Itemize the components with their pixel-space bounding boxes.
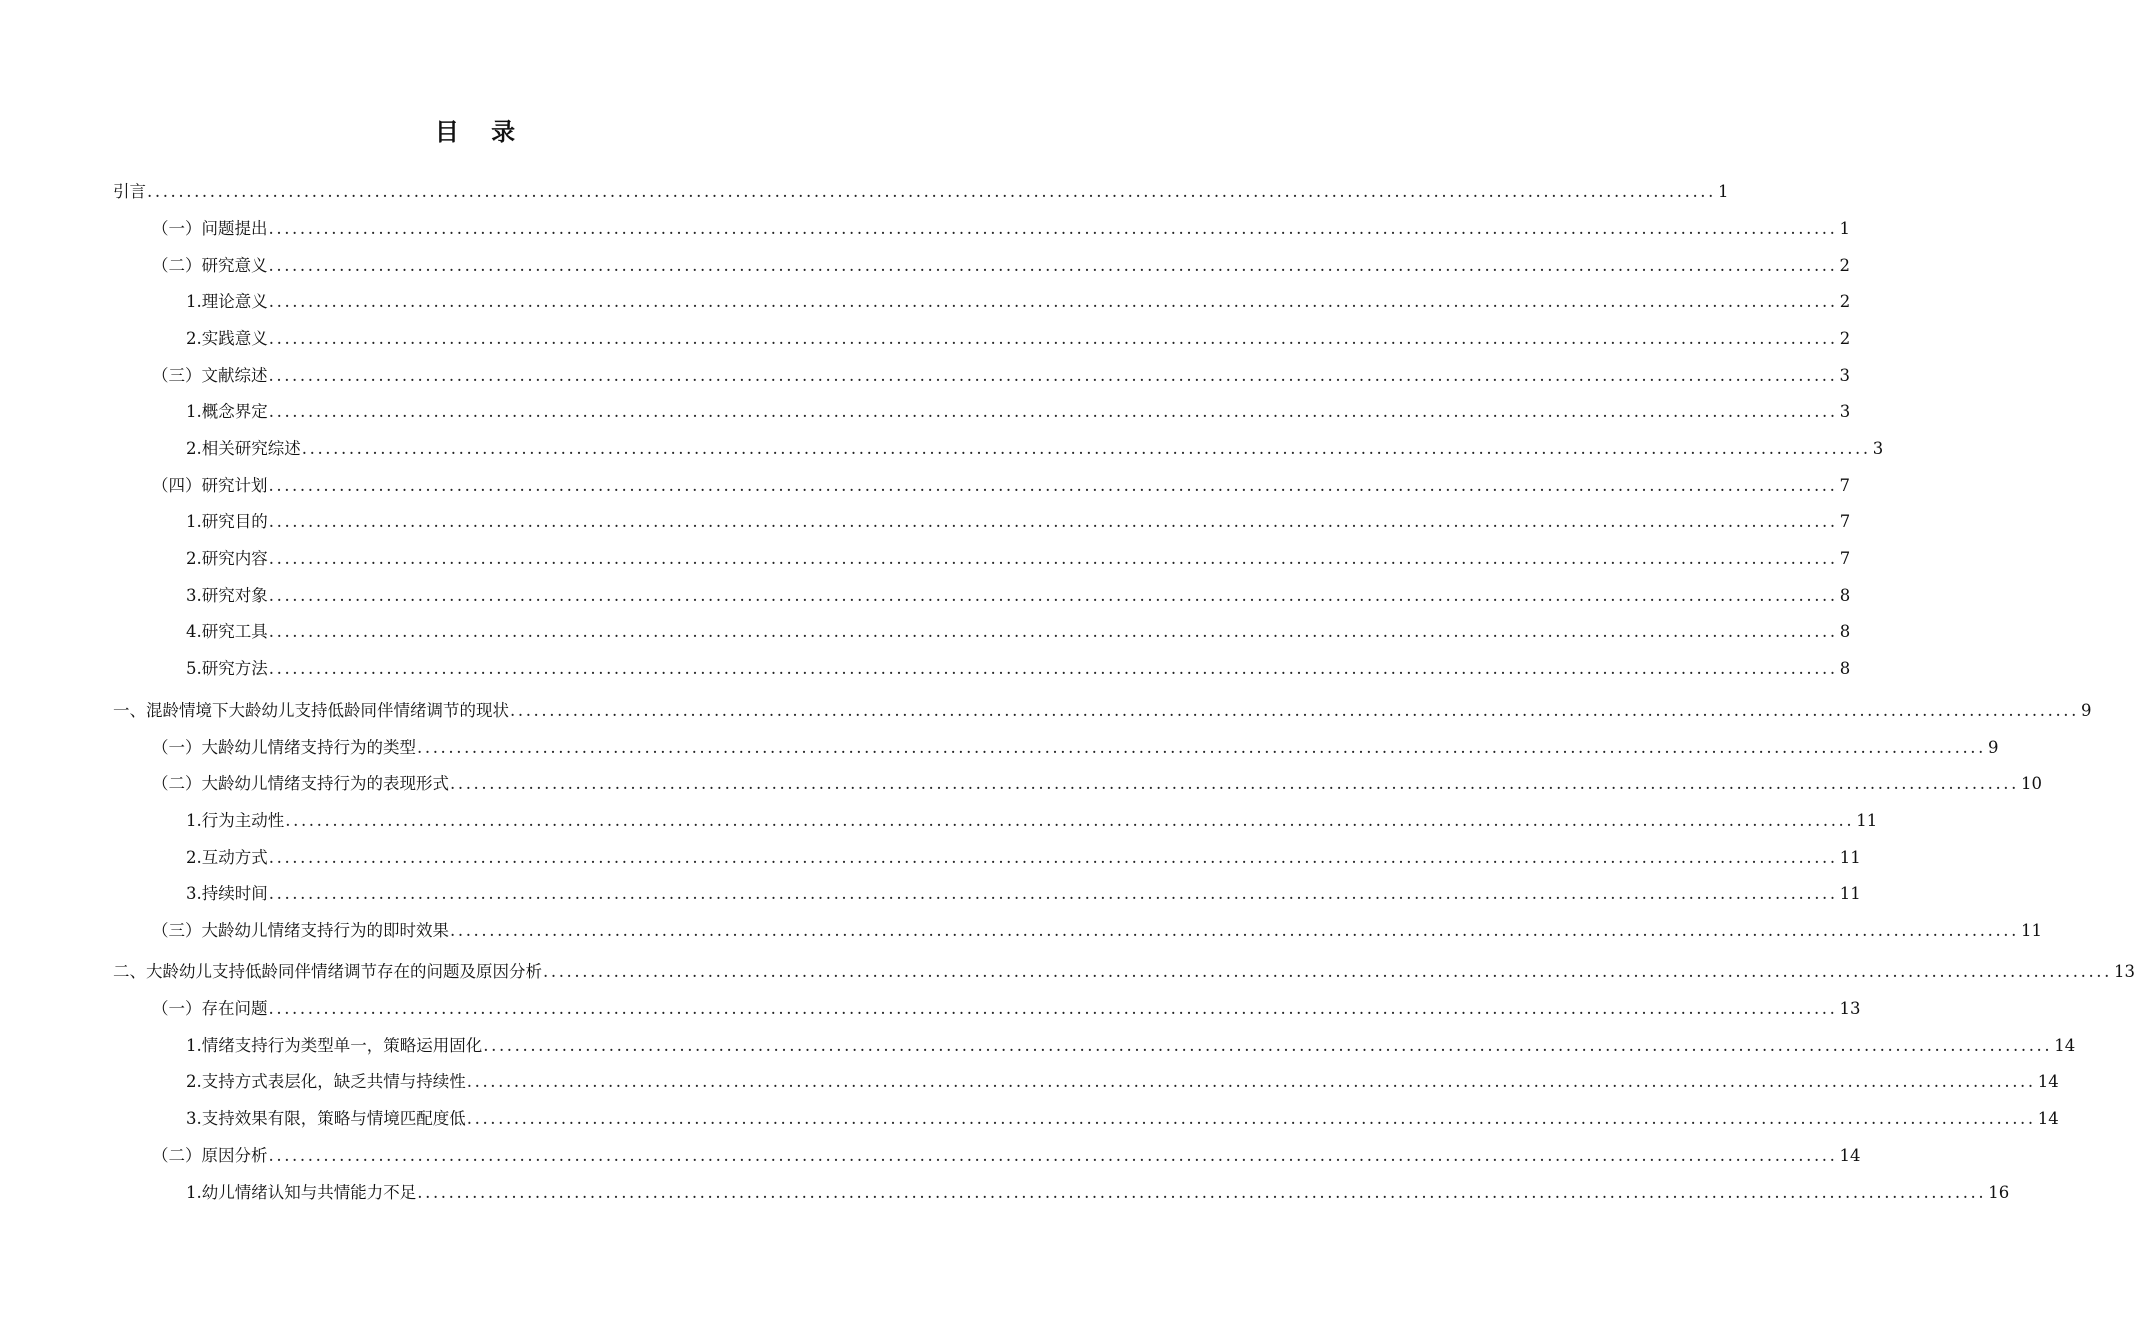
toc-page-number: 1 [1839,219,1850,238]
toc-page-number: 7 [1839,476,1850,495]
toc-entry-label: 3.研究对象 [186,586,268,605]
toc-entry[interactable] [152,474,1850,498]
toc-dot-leader: ........................................................................................................................................................................................................ [268,219,1838,238]
toc-page-number: 13 [2113,962,2135,981]
toc-dot-leader: ........................................................................................................................................................................................................ [268,999,1838,1018]
toc-entry-label: 2.相关研究综述 [186,439,301,458]
toc-entry[interactable] [186,809,1878,833]
toc-page-number: 14 [2054,1036,2076,1055]
toc-entry-label: 3.持续时间 [186,884,268,903]
toc-page-number: 11 [1839,884,1861,903]
toc-entry[interactable] [186,846,1861,870]
toc-entry[interactable] [186,547,1851,571]
toc-entry[interactable] [113,180,1729,204]
toc-dot-leader: ........................................................................................................................................................................................................ [301,439,1871,458]
toc-entry-label: 1.行为主动性 [186,811,285,830]
toc-entry[interactable] [186,1107,2059,1131]
toc-entry-label: 2.研究内容 [186,549,268,568]
toc-dot-leader: ........................................................................................................................................................................................................ [268,549,1838,568]
toc-dot-leader: ........................................................................................................................................................................................................ [285,811,1855,830]
toc-dot-leader: ........................................................................................................................................................................................................ [483,1036,2053,1055]
toc-page-number: 8 [1839,622,1851,641]
toc-page-number: 3 [1872,439,1884,458]
toc-page-number: 13 [1839,999,1861,1018]
toc-dot-leader: ........................................................................................................................................................................................................ [543,962,2112,981]
toc-entry[interactable] [186,584,1851,608]
toc-entry[interactable] [152,217,1850,241]
toc-entry-label: （二）大龄幼儿情绪支持行为的表现形式 [152,774,449,793]
toc-entry[interactable] [152,772,2042,796]
toc-dot-leader: ........................................................................................................................................................................................................ [268,659,1838,678]
toc-entry-label: （三）文献综述 [152,366,268,385]
toc-entry[interactable] [186,1070,2059,1094]
toc-entry[interactable] [152,997,1861,1021]
toc-entry-label: 1.情绪支持行为类型单一，策略运用固化 [186,1036,483,1055]
toc-page-number: 14 [2037,1109,2059,1128]
toc-page-number: 11 [2020,921,2042,940]
toc-entry[interactable] [186,290,1851,314]
toc-page-number: 8 [1839,659,1851,678]
toc-entry[interactable] [152,364,1850,388]
toc-dot-leader: ........................................................................................................................................................................................................ [466,1072,2036,1091]
toc-page-number: 3 [1839,366,1850,385]
toc-entry-label: 一、混龄情境下大龄幼儿支持低龄同伴情绪调节的现状 [113,701,509,720]
toc-page-number: 2 [1839,292,1851,311]
toc-entry[interactable] [152,1144,1861,1168]
page-title: 目 录 [434,117,528,146]
toc-entry-label: 1.幼儿情绪认知与共情能力不足 [186,1183,417,1202]
toc-dot-leader: ........................................................................................................................................................................................................ [268,586,1838,605]
toc-dot-leader: ........................................................................................................................................................................................................ [268,884,1838,903]
toc-entry-label: 2.实践意义 [186,329,268,348]
toc-dot-leader: ........................................................................................................................................................................................................ [268,476,1838,495]
toc-page-number: 7 [1839,512,1851,531]
toc-page-number: 14 [1839,1146,1861,1165]
toc-dot-leader: ........................................................................................................................................................................................................ [268,848,1838,867]
toc-entry-label: 3.支持效果有限，策略与情境匹配度低 [186,1109,466,1128]
toc-entry-label: 2.支持方式表层化，缺乏共情与持续性 [186,1072,466,1091]
toc-entry-label: （一）问题提出 [152,219,268,238]
toc-dot-leader: ........................................................................................................................................................................................................ [268,292,1838,311]
toc-dot-leader: ........................................................................................................................................................................................................ [268,256,1838,275]
toc-page-number: 16 [1988,1183,2010,1202]
toc-entry-label: 1.理论意义 [186,292,268,311]
toc-page-number: 11 [1856,811,1878,830]
toc-dot-leader: ........................................................................................................................................................................................................ [268,366,1838,385]
toc-entry[interactable] [152,254,1850,278]
toc-entry-label: （一）大龄幼儿情绪支持行为的类型 [152,738,416,757]
toc-entry[interactable] [186,327,1851,351]
toc-dot-leader: ........................................................................................................................................................................................................ [268,1146,1838,1165]
toc-entry-label: 4.研究工具 [186,622,268,641]
toc-entry[interactable] [186,1181,2010,1205]
toc-page-number: 1 [1717,182,1729,201]
toc-page-number: 9 [1987,738,1999,757]
toc-dot-leader: ........................................................................................................................................................................................................ [268,402,1838,421]
toc-entry-label: 二、大龄幼儿支持低龄同伴情绪调节存在的问题及原因分析 [113,962,542,981]
toc-dot-leader: ........................................................................................................................................................................................................ [268,512,1838,531]
toc-dot-leader: ........................................................................................................................................................................................................ [268,622,1838,641]
toc-entry[interactable] [186,620,1851,644]
toc-entry[interactable] [152,919,2042,943]
toc-page-number: 2 [1839,256,1850,275]
toc-entry-label: 5.研究方法 [186,659,268,678]
toc-dot-leader: ........................................................................................................................................................................................................ [450,921,2019,940]
toc-page-number: 3 [1839,402,1851,421]
toc-entry-label: （一）存在问题 [152,999,268,1018]
toc-entry-label: （二）研究意义 [152,256,268,275]
toc-entry-label: 引言 [113,182,146,201]
toc-entry-label: （二）原因分析 [152,1146,268,1165]
toc-page-number: 9 [2080,701,2092,720]
toc-entry[interactable] [113,960,2135,984]
toc-dot-leader: ........................................................................................................................................................................................................ [450,774,2019,793]
toc-entry[interactable] [186,657,1851,681]
toc-entry-label: （四）研究计划 [152,476,268,495]
toc-dot-leader: ........................................................................................................................................................................................................ [268,329,1838,348]
toc-page-number: 2 [1839,329,1851,348]
toc-dot-leader: ........................................................................................................................................................................................................ [466,1109,2036,1128]
toc-entry-label: （三）大龄幼儿情绪支持行为的即时效果 [152,921,449,940]
toc-entry-label: 1.研究目的 [186,512,268,531]
toc-entry[interactable] [186,1034,2076,1058]
toc-entry[interactable] [186,437,1884,461]
toc-entry-label: 2.互动方式 [186,848,268,867]
toc-dot-leader: ........................................................................................................................................................................................................ [417,1183,1987,1202]
toc-entry[interactable] [186,882,1861,906]
toc-entry[interactable] [186,510,1851,534]
toc-page-number: 8 [1839,586,1851,605]
toc-entry[interactable] [113,699,2092,723]
toc-dot-leader: ........................................................................................................................................................................................................ [510,701,2079,720]
toc-entry[interactable] [152,736,1999,760]
toc-page-number: 11 [1839,848,1861,867]
toc-page-number: 7 [1839,549,1851,568]
toc-entry[interactable] [186,400,1851,424]
toc-page-number: 14 [2037,1072,2059,1091]
toc-page-number: 10 [2020,774,2042,793]
toc-dot-leader: ........................................................................................................................................................................................................ [147,182,1716,201]
toc-dot-leader: ........................................................................................................................................................................................................ [417,738,1986,757]
toc-entry-label: 1.概念界定 [186,402,268,421]
